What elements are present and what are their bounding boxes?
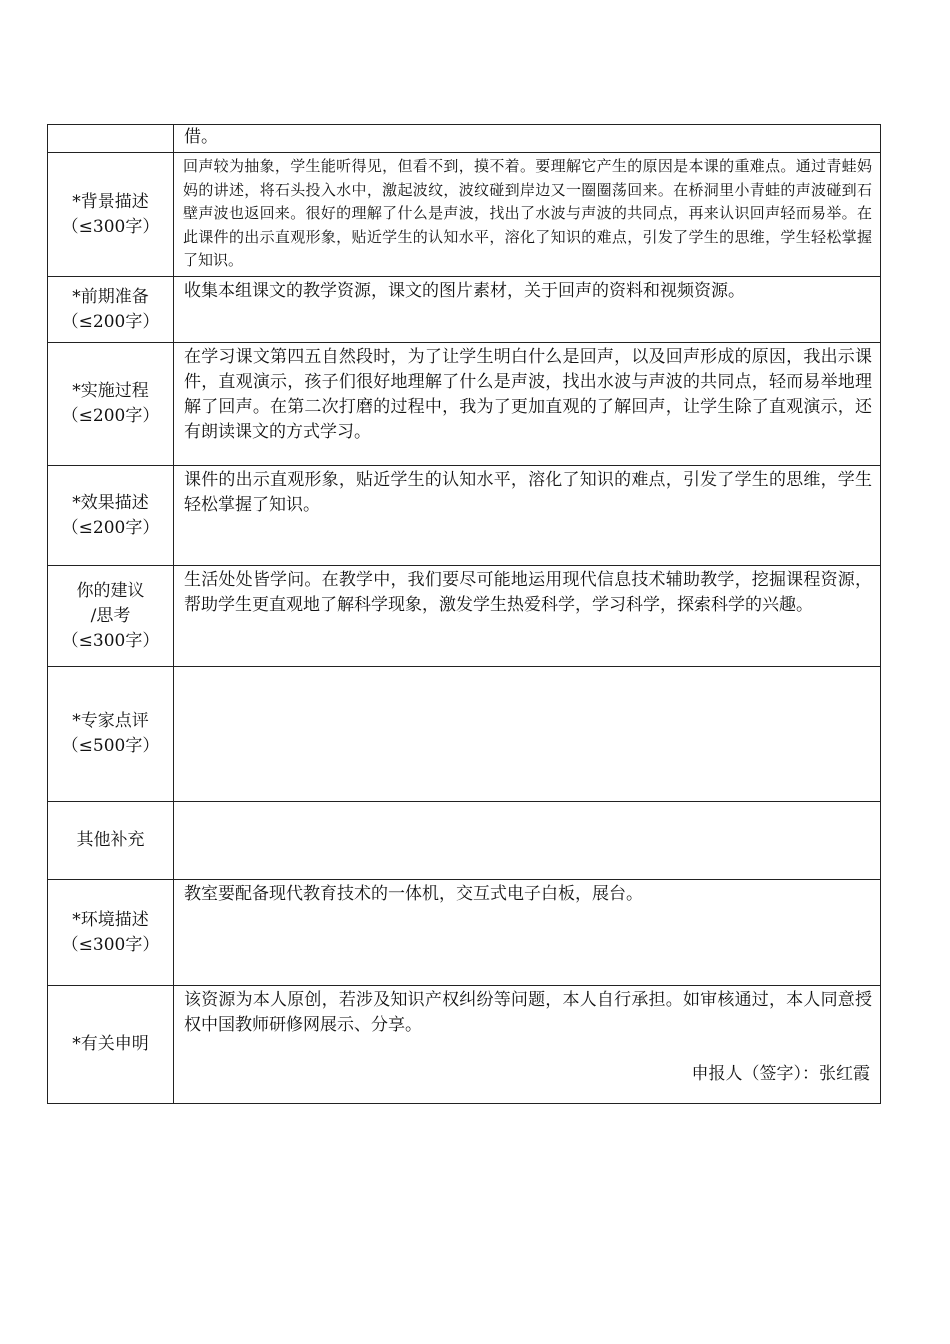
row-label-preparation (48, 277, 174, 343)
row-content-suggestion: 生活处处皆学问。在教学中，我们要尽可能地运用现代信息技术辅助教学，挖掘课程资源，帮助学生更直观地了解科学现象，激发学生热爱科学，学习科学，探索科学的兴趣。 (174, 566, 881, 667)
row-label-suggestion (48, 566, 174, 667)
label-line: /思考 (90, 605, 131, 626)
declaration-text: 该资源为本人原创，若涉及知识产权纠纷等问题，本人自行承担。如审核通过，本人同意授权中国教师研修网展示、分享。 (184, 990, 872, 1035)
label-line: *效果描述 (72, 492, 149, 513)
row-content-expert-review (174, 667, 881, 802)
row-content-other (174, 802, 881, 880)
row-label-other (48, 802, 174, 880)
row-label-expert-review (48, 667, 174, 802)
row-label-effect (48, 466, 174, 566)
table-row (48, 566, 881, 667)
label-line: *有关申明 (72, 1034, 149, 1054)
row-content-declaration (174, 986, 881, 1104)
label-line: （≤200字） (61, 311, 160, 332)
table-row (48, 277, 881, 343)
row-content-implementation: 在学习课文第四五自然段时，为了让学生明白什么是回声，以及回声形成的原因，我出示课件，直观演示，孩子们很好地理解了什么是声波，找出水波与声波的共同点，轻而易举地理解了回声。在第二次打磨的过程中，我为了更加直观的了解回声，让学生除了直观演示，还有朗读课文的方式学习。 (174, 343, 881, 466)
row-content-environment: 教室要配备现代教育技术的一体机，交互式电子白板，展台。 (174, 880, 881, 986)
row-content-background: 回声较为抽象，学生能听得见，但看不到，摸不着。要理解它产生的原因是本课的重难点。通过青蛙妈妈的讲述，将石头投入水中，激起波纹，波纹碰到岸边又一圈圈荡回来。在桥洞里小青蛙的声波碰到石壁声波也返回来。很好的理解了什么是声波，找出了水波与声波的共同点，再来认识回声轻而易举。在此课件的出示直观形象，贴近学生的认知水平，溶化了知识的难点，引发了学生的思维，学生轻松掌握了知识。 (174, 153, 881, 277)
table-row (48, 153, 881, 277)
label-line: *前期准备 (72, 286, 149, 307)
row-content-effect: 课件的出示直观形象，贴近学生的认知水平，溶化了知识的难点，引发了学生的思维，学生轻松掌握了知识。 (174, 466, 881, 566)
label-line: （≤500字） (61, 736, 160, 756)
label-line: 你的建议 (76, 580, 145, 601)
table-row (48, 802, 881, 880)
table-row (48, 343, 881, 466)
label-line: *环境描述 (72, 909, 149, 930)
table-row (48, 667, 881, 802)
label-line: （≤200字） (61, 517, 160, 538)
row-label-background (48, 153, 174, 277)
table-row (48, 466, 881, 566)
row-content-preparation: 收集本组课文的教学资源，课文的图片素材，关于回声的资料和视频资源。 (174, 277, 881, 343)
table-row (48, 880, 881, 986)
label-line: （≤300字） (61, 630, 160, 651)
label-line: （≤200字） (61, 406, 160, 426)
label-line: （≤300字） (61, 934, 160, 955)
label-line: *实施过程 (72, 381, 149, 401)
signature-line: 申报人（签字）：张红霞 (691, 1064, 870, 1084)
row-label-declaration (48, 986, 174, 1104)
table-row (48, 986, 881, 1104)
row-content-continuation: 借。 (174, 125, 881, 153)
label-line: （≤300字） (61, 216, 160, 237)
row-label-implementation (48, 343, 174, 466)
resource-declaration-form (47, 124, 881, 1104)
label-line: 其他补充 (76, 830, 145, 850)
row-label-environment (48, 880, 174, 986)
row-label-empty (48, 125, 174, 153)
label-line: *专家点评 (72, 711, 149, 731)
label-line: *背景描述 (72, 191, 149, 212)
table-row (48, 125, 881, 153)
